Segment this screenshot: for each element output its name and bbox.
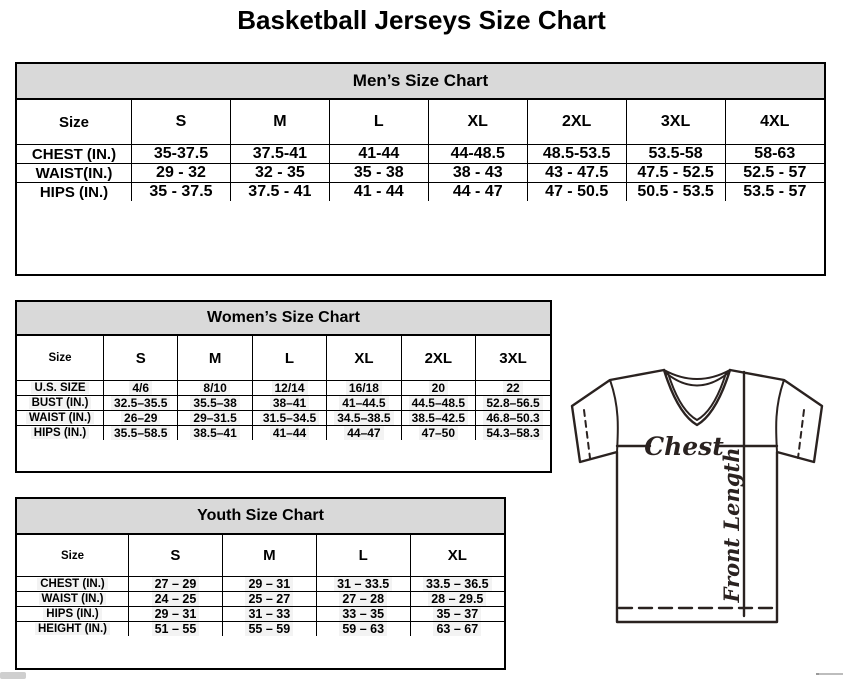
table-cell xyxy=(428,164,527,183)
table-cell xyxy=(316,592,410,607)
cell-value: 38.5–42.5 xyxy=(409,411,468,425)
cell-value: 16/18 xyxy=(346,381,382,395)
table-cell xyxy=(401,411,475,426)
cell-value: 35.5–58.5 xyxy=(111,426,170,440)
page-title: Basketball Jerseys Size Chart xyxy=(237,5,606,35)
row-header xyxy=(17,592,129,607)
row-label: WAIST (IN.) xyxy=(26,412,94,424)
table-cell xyxy=(222,607,316,622)
table-cell xyxy=(178,396,252,411)
cell-value: 52.5 - 57 xyxy=(743,164,807,181)
cell-value: 46.8–50.3 xyxy=(483,411,542,425)
row-label: CHEST (IN.) xyxy=(37,578,108,590)
cell-value: 34.5–38.5 xyxy=(334,411,393,425)
cell-value: 50.5 - 53.5 xyxy=(637,183,714,200)
table-row xyxy=(17,183,824,202)
cell-value: 58-63 xyxy=(754,145,796,162)
corner-header: Size xyxy=(17,100,132,145)
column-header: 2XL xyxy=(401,336,475,381)
table-cell xyxy=(132,183,231,202)
row-header xyxy=(17,426,104,441)
cell-value: 37.5 - 41 xyxy=(248,183,312,200)
row-label: BUST (IN.) xyxy=(29,397,92,409)
table-cell xyxy=(476,381,550,396)
cell-value: 27 – 29 xyxy=(152,577,200,591)
table-cell xyxy=(327,381,401,396)
table-cell xyxy=(252,381,326,396)
cell-value: 38 - 43 xyxy=(452,164,503,181)
cell-value: 27 – 28 xyxy=(339,592,387,606)
womens-chart-title: Women’s Size Chart xyxy=(17,302,550,336)
corner-header: Size xyxy=(17,535,129,577)
row-label: HIPS (IN.) xyxy=(31,427,89,439)
row-label: WAIST (IN.) xyxy=(39,593,107,605)
youth-table xyxy=(17,535,504,636)
table-cell xyxy=(178,411,252,426)
cell-value: 29 – 31 xyxy=(152,607,200,621)
table-cell xyxy=(527,145,626,164)
cell-value: 37.5-41 xyxy=(252,145,308,162)
horizontal-scrollbar-thumb[interactable] xyxy=(0,672,26,679)
cell-value: 41-44 xyxy=(358,145,400,162)
row-header xyxy=(17,396,104,411)
table-cell xyxy=(401,396,475,411)
column-header: M xyxy=(178,336,252,381)
corner-header: Size xyxy=(17,336,104,381)
mens-table xyxy=(17,100,824,201)
table-cell xyxy=(626,164,725,183)
table-cell xyxy=(178,381,252,396)
cell-value: 51 – 55 xyxy=(152,622,200,636)
table-cell xyxy=(327,426,401,441)
row-header xyxy=(17,164,132,183)
row-header xyxy=(17,577,129,592)
cell-value: 29–31.5 xyxy=(190,411,239,425)
cell-value: 53.5 - 57 xyxy=(743,183,807,200)
table-cell xyxy=(129,607,223,622)
cell-value: 47 - 50.5 xyxy=(545,183,609,200)
cell-value: 25 – 27 xyxy=(245,592,293,606)
cell-value: 28 – 29.5 xyxy=(428,592,486,606)
table-cell xyxy=(401,426,475,441)
horizontal-scrollbar-fragment[interactable] xyxy=(816,673,843,675)
womens-table xyxy=(17,336,550,440)
row-header xyxy=(17,411,104,426)
table-cell xyxy=(252,411,326,426)
mens-size-chart xyxy=(15,62,826,276)
table-cell xyxy=(725,183,824,202)
cuff-dashed-left xyxy=(584,410,590,458)
column-header: XL xyxy=(410,535,504,577)
cell-value: 31 – 33 xyxy=(245,607,293,621)
cell-value: 47.5 - 52.5 xyxy=(637,164,714,181)
table-cell xyxy=(428,183,527,202)
table-cell xyxy=(410,607,504,622)
cell-value: 41–44 xyxy=(270,426,309,440)
cell-value: 24 – 25 xyxy=(152,592,200,606)
cell-value: 4/6 xyxy=(129,381,152,395)
table-cell xyxy=(104,396,178,411)
row-label: U.S. SIZE xyxy=(31,382,88,394)
cell-value: 63 – 67 xyxy=(433,622,481,636)
mens-chart-title: Men’s Size Chart xyxy=(17,64,824,100)
column-header: L xyxy=(316,535,410,577)
row-label: HEIGHT (IN.) xyxy=(35,623,110,635)
column-header: S xyxy=(104,336,178,381)
column-header: 4XL xyxy=(725,100,824,145)
table-cell xyxy=(329,164,428,183)
table-cell xyxy=(230,145,329,164)
cell-value: 47–50 xyxy=(419,426,458,440)
chest-label: Chest xyxy=(644,432,724,461)
cell-value: 12/14 xyxy=(272,381,308,395)
table-cell xyxy=(476,396,550,411)
table-cell xyxy=(410,592,504,607)
cell-value: 53.5-58 xyxy=(648,145,703,162)
table-cell xyxy=(327,411,401,426)
cell-value: 38–41 xyxy=(270,396,309,410)
row-header xyxy=(17,622,129,637)
row-label: HIPS (IN.) xyxy=(39,183,109,201)
table-row xyxy=(17,381,550,396)
youth-size-chart xyxy=(15,497,506,670)
row-header xyxy=(17,381,104,396)
table-cell xyxy=(129,592,223,607)
table-cell xyxy=(178,426,252,441)
table-row xyxy=(17,622,504,637)
table-cell xyxy=(527,183,626,202)
cell-value: 22 xyxy=(503,381,522,395)
cell-value: 44-48.5 xyxy=(450,145,505,162)
table-cell xyxy=(230,164,329,183)
table-cell xyxy=(410,577,504,592)
cell-value: 52.8–56.5 xyxy=(483,396,542,410)
table-row xyxy=(17,607,504,622)
row-header xyxy=(17,183,132,202)
column-header: L xyxy=(252,336,326,381)
table-cell xyxy=(132,164,231,183)
table-row xyxy=(17,396,550,411)
table-cell xyxy=(316,607,410,622)
table-row xyxy=(17,426,550,441)
cell-value: 43 - 47.5 xyxy=(545,164,609,181)
cell-value: 41 - 44 xyxy=(353,183,404,200)
table-cell xyxy=(252,396,326,411)
table-cell xyxy=(104,411,178,426)
column-header: 3XL xyxy=(476,336,550,381)
cell-value: 44.5–48.5 xyxy=(409,396,468,410)
cuff-dashed-right xyxy=(798,410,804,458)
youth-chart-title: Youth Size Chart xyxy=(17,499,504,535)
armhole-seam-right xyxy=(776,380,784,452)
table-row xyxy=(17,592,504,607)
cell-value: 59 – 63 xyxy=(339,622,387,636)
cell-value: 35 - 38 xyxy=(353,164,404,181)
column-header: M xyxy=(222,535,316,577)
womens-size-chart xyxy=(15,300,552,473)
column-header: L xyxy=(329,100,428,145)
cell-value: 41–44.5 xyxy=(339,396,388,410)
cell-value: 20 xyxy=(429,381,448,395)
table-cell xyxy=(129,622,223,637)
table-cell xyxy=(476,426,550,441)
table-cell xyxy=(626,145,725,164)
table-cell xyxy=(252,426,326,441)
cell-value: 29 - 32 xyxy=(156,164,206,181)
row-header xyxy=(17,145,132,164)
table-cell xyxy=(410,622,504,637)
row-header xyxy=(17,607,129,622)
table-cell xyxy=(316,577,410,592)
table-cell xyxy=(527,164,626,183)
table-cell xyxy=(725,164,824,183)
cell-value: 8/10 xyxy=(200,381,229,395)
table-cell xyxy=(222,577,316,592)
jersey-diagram-svg xyxy=(558,360,830,628)
size-header-row xyxy=(17,336,550,381)
cell-value: 33.5 – 36.5 xyxy=(423,577,492,591)
size-header-row xyxy=(17,100,824,145)
table-cell xyxy=(129,577,223,592)
table-cell xyxy=(104,426,178,441)
table-row xyxy=(17,577,504,592)
row-label: CHEST (IN.) xyxy=(31,145,117,163)
column-header: S xyxy=(132,100,231,145)
table-cell xyxy=(327,396,401,411)
size-header-row xyxy=(17,535,504,577)
column-header: 2XL xyxy=(527,100,626,145)
cell-value: 44–47 xyxy=(344,426,383,440)
table-cell xyxy=(132,145,231,164)
cell-value: 26–29 xyxy=(121,411,160,425)
table-cell xyxy=(329,145,428,164)
cell-value: 33 – 35 xyxy=(339,607,387,621)
cell-value: 29 – 31 xyxy=(245,577,293,591)
cell-value: 55 – 59 xyxy=(245,622,293,636)
column-header: S xyxy=(129,535,223,577)
cell-value: 38.5–41 xyxy=(190,426,239,440)
jersey-outline xyxy=(572,370,822,622)
table-cell xyxy=(222,622,316,637)
table-row xyxy=(17,411,550,426)
table-cell xyxy=(222,592,316,607)
armhole-seam-left xyxy=(610,380,618,452)
column-header: XL xyxy=(428,100,527,145)
table-cell xyxy=(626,183,725,202)
table-cell xyxy=(401,381,475,396)
cell-value: 48.5-53.5 xyxy=(542,145,611,162)
row-label: HIPS (IN.) xyxy=(43,608,101,620)
cell-value: 32.5–35.5 xyxy=(111,396,170,410)
cell-value: 35-37.5 xyxy=(153,145,209,162)
column-header: 3XL xyxy=(626,100,725,145)
cell-value: 35 – 37 xyxy=(433,607,481,621)
table-cell xyxy=(104,381,178,396)
column-header: XL xyxy=(327,336,401,381)
cell-value: 31.5–34.5 xyxy=(260,411,319,425)
table-cell xyxy=(725,145,824,164)
cell-value: 35.5–38 xyxy=(190,396,239,410)
table-cell xyxy=(329,183,428,202)
cell-value: 32 - 35 xyxy=(254,164,305,181)
jersey-measurement-diagram xyxy=(558,360,830,628)
cell-value: 31 – 33.5 xyxy=(334,577,392,591)
front-length-label: Front Length xyxy=(719,447,744,603)
table-cell xyxy=(428,145,527,164)
cell-value: 54.3–58.3 xyxy=(483,426,542,440)
table-cell xyxy=(476,411,550,426)
table-row xyxy=(17,145,824,164)
table-cell xyxy=(316,622,410,637)
table-cell xyxy=(230,183,329,202)
cell-value: 44 - 47 xyxy=(452,183,503,200)
row-label: WAIST(IN.) xyxy=(35,164,113,182)
table-row xyxy=(17,164,824,183)
cell-value: 35 - 37.5 xyxy=(149,183,213,200)
column-header: M xyxy=(230,100,329,145)
